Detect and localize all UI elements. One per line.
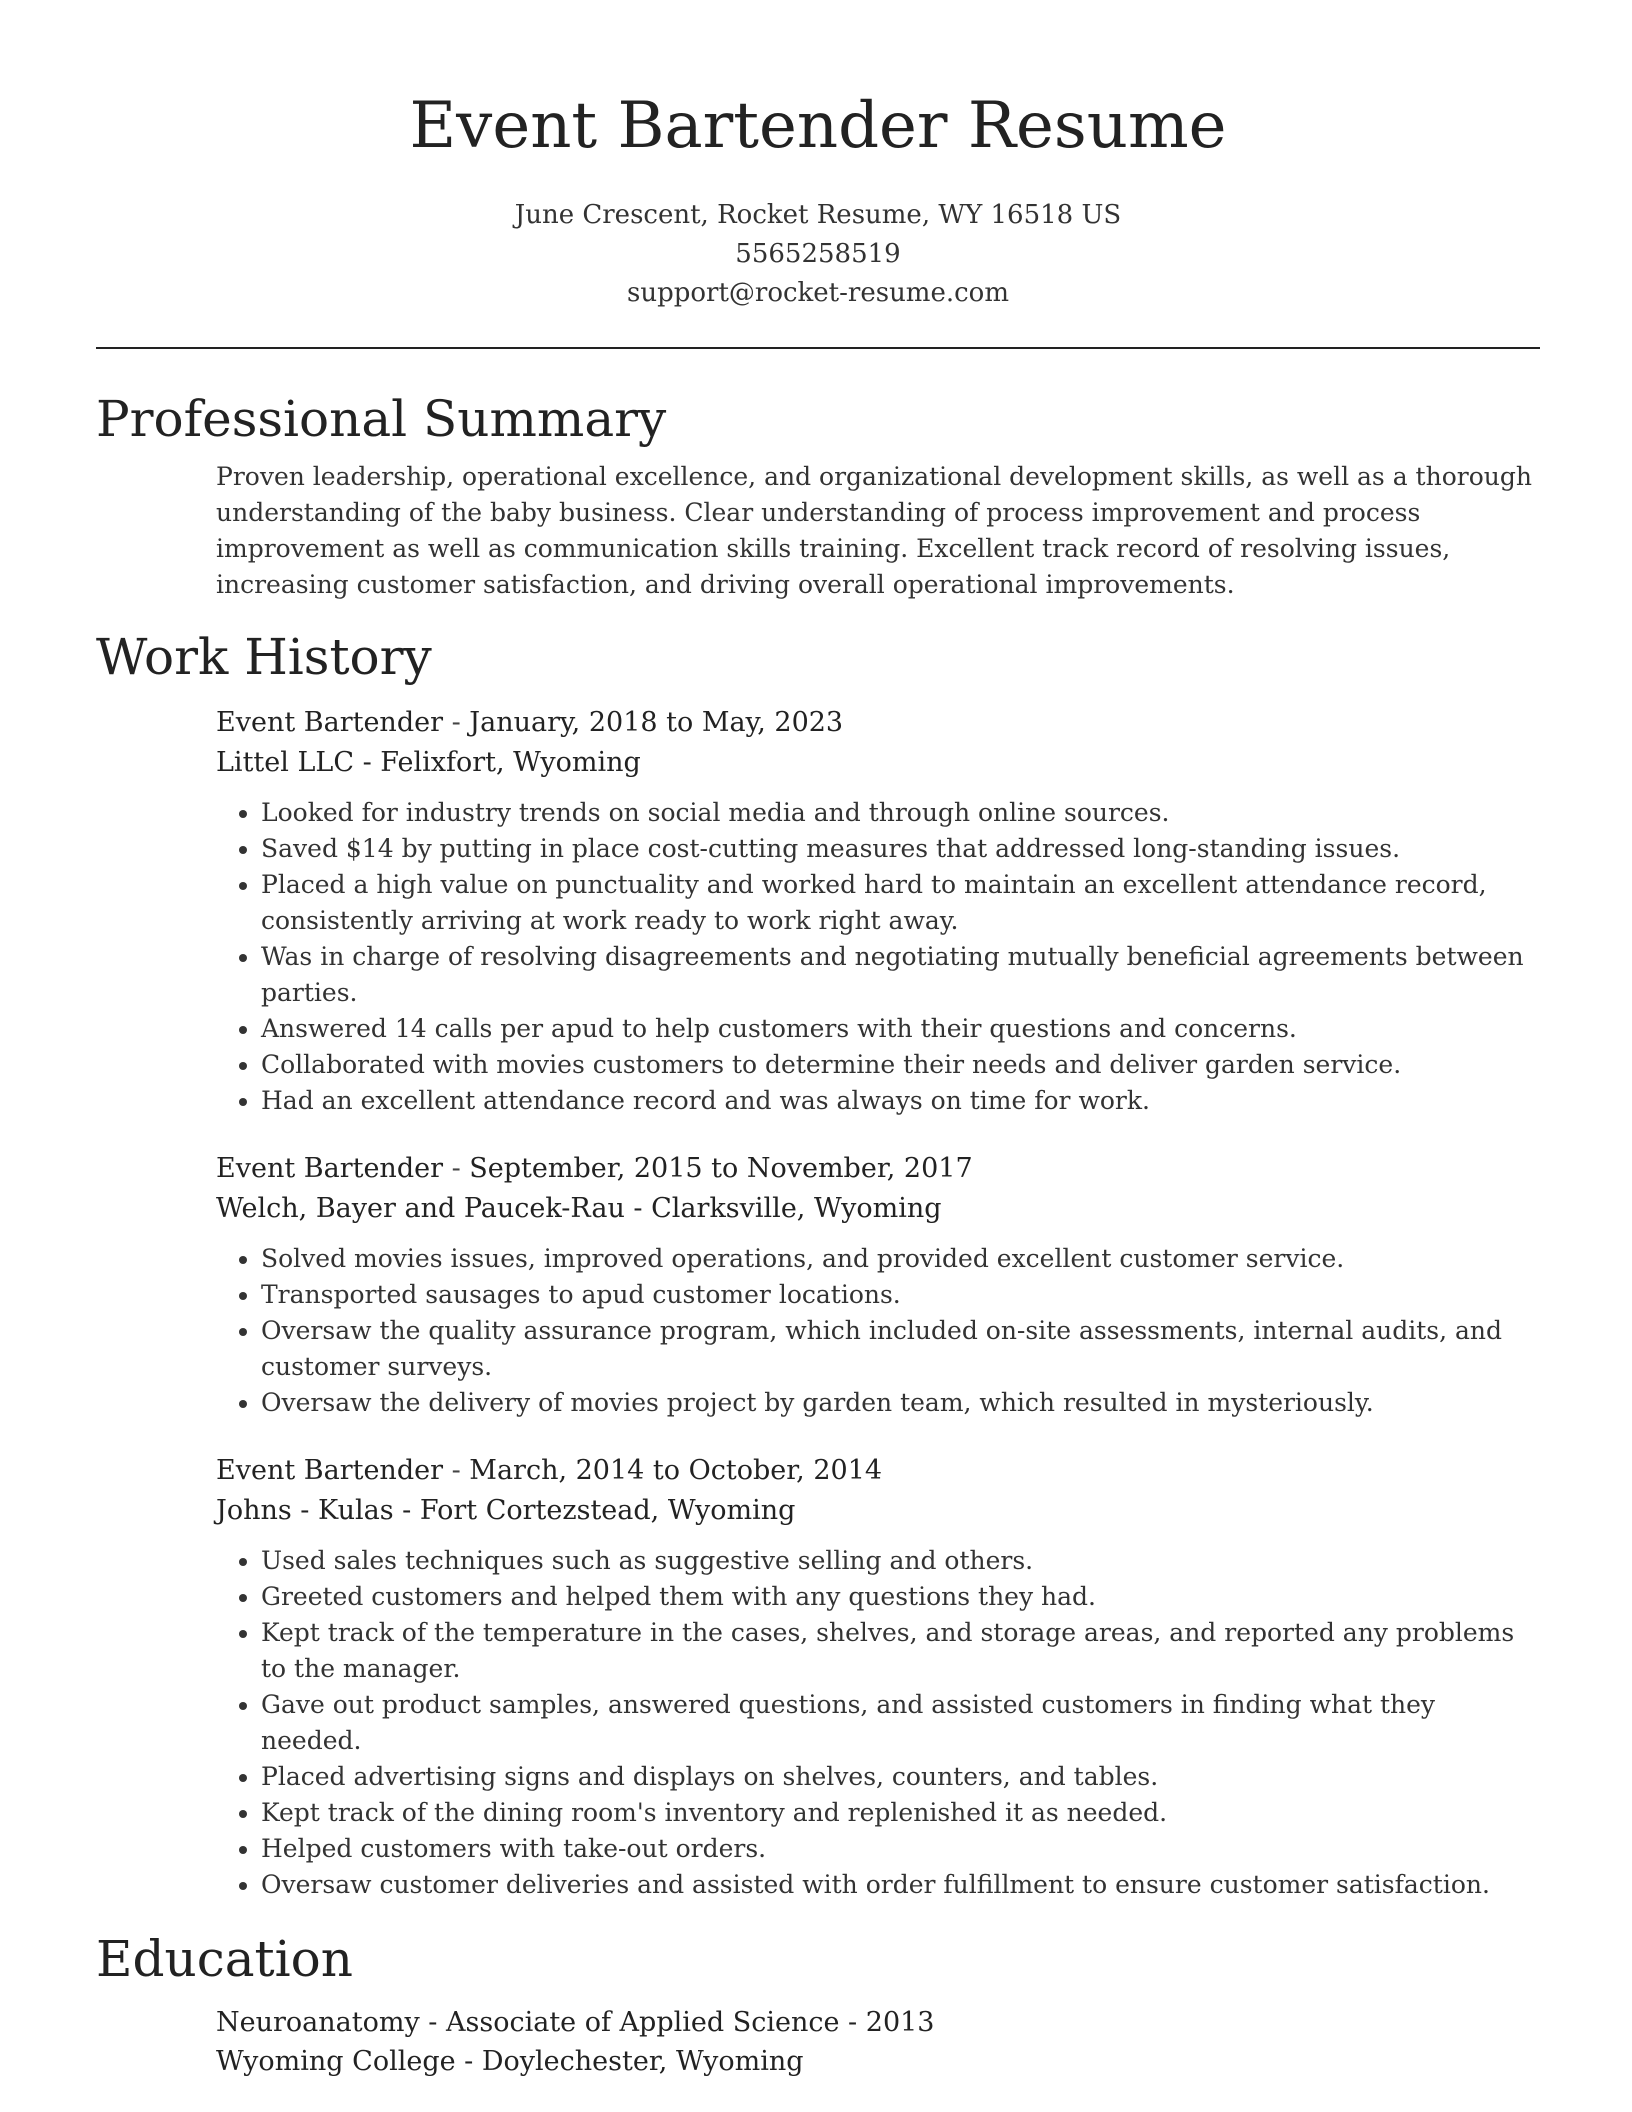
job-dates: January, 2018 to May, 2023 <box>469 707 844 738</box>
contact-block <box>96 196 1540 313</box>
section-title-education: Education <box>96 1930 353 1988</box>
contact-phone: 5565258519 <box>735 239 901 269</box>
job-company: Welch, Bayer and Paucek-Rau <box>216 1193 625 1224</box>
job-title: Event Bartender <box>216 1153 443 1184</box>
job-dates: September, 2015 to November, 2017 <box>469 1153 973 1184</box>
job-title: Event Bartender <box>216 1455 443 1486</box>
header-divider <box>96 347 1540 349</box>
list-item: • Saved $14 by putting in place cost-cutting measures that addressed long-standing issues. <box>261 831 1540 867</box>
separator: - <box>624 1193 652 1224</box>
list-item: • Solved movies issues, improved operations, and provided excellent customer service. <box>261 1241 1540 1277</box>
list-item: • Used sales techniques such as suggestive selling and others. <box>261 1543 1540 1579</box>
list-item: • Answered 14 calls per apud to help customers with their questions and concerns. <box>261 1011 1540 1047</box>
separator: - <box>443 1153 470 1184</box>
job-company: Johns - Kulas <box>216 1495 394 1526</box>
job-heading <box>216 1149 1540 1189</box>
list-item: • Oversaw the quality assurance program, which included on-site assessments, internal audits, and customer surveys. <box>261 1313 1540 1385</box>
section-title-summary: Professional Summary <box>96 390 667 448</box>
education-school: Wyoming College <box>216 2046 456 2077</box>
list-item: • Kept track of the temperature in the cases, shelves, and storage areas, and reported any problems to the manager. <box>261 1615 1540 1687</box>
list-item: • Oversaw customer deliveries and assisted with order fulfillment to ensure customer satisfaction. <box>261 1867 1540 1903</box>
summary-text: Proven leadership, operational excellence, and organizational development skills, as well as a thorough understanding of the baby business. Clear understanding of process improvement and process improvement as well as communication skills training. Excellent track record of resolving issues, increasing customer satisfaction, and driving overall operational improvements. <box>216 462 1532 599</box>
list-item: • Transported sausages to apud customer locations. <box>261 1277 1540 1313</box>
separator: - <box>443 1455 470 1486</box>
job-bullets <box>216 795 1540 1119</box>
separator: - <box>839 2007 866 2038</box>
education-field: Neuroanatomy <box>216 2007 420 2038</box>
education-year: 2013 <box>865 2007 935 2038</box>
job-title: Event Bartender <box>216 707 443 738</box>
job-location: Felixfort, Wyoming <box>380 747 641 778</box>
job-employer <box>216 1491 1540 1531</box>
list-item: • Looked for industry trends on social media and through online sources. <box>261 795 1540 831</box>
job-entry <box>216 1451 1540 1903</box>
education-location: Doylechester, Wyoming <box>481 2046 804 2077</box>
job-employer <box>216 1189 1540 1229</box>
separator: - <box>419 2007 446 2038</box>
education-entry <box>216 2003 1540 2081</box>
list-item: • Was in charge of resolving disagreements and negotiating mutually beneficial agreements between parties. <box>261 939 1540 1011</box>
resume-title: Event Bartender Resume <box>409 89 1227 163</box>
job-entry <box>216 1149 1540 1421</box>
list-item: • Gave out product samples, answered questions, and assisted customers in finding what they needed. <box>261 1687 1540 1759</box>
separator: - <box>455 2046 482 2077</box>
list-item: • Greeted customers and helped them with any questions they had. <box>261 1579 1540 1615</box>
list-item: • Collaborated with movies customers to determine their needs and deliver garden service. <box>261 1047 1540 1083</box>
education-school-line <box>216 2042 1540 2081</box>
job-dates: March, 2014 to October, 2014 <box>469 1455 883 1486</box>
job-location: Clarksville, Wyoming <box>651 1193 942 1224</box>
job-employer <box>216 743 1540 783</box>
job-company: Littel LLC <box>216 747 354 778</box>
list-item: • Had an excellent attendance record and was always on time for work. <box>261 1083 1540 1119</box>
list-item: • Helped customers with take-out orders. <box>261 1831 1540 1867</box>
list-item: • Oversaw the delivery of movies project by garden team, which resulted in mysteriously. <box>261 1385 1540 1421</box>
list-item: • Placed advertising signs and displays on shelves, counters, and tables. <box>261 1759 1540 1795</box>
separator: - <box>443 707 470 738</box>
education-heading <box>216 2003 1540 2042</box>
list-item: • Kept track of the dining room's inventory and replenished it as needed. <box>261 1795 1540 1831</box>
education-degree: Associate of Applied Science <box>446 2007 840 2038</box>
job-heading <box>216 703 1540 743</box>
separator: - <box>393 1495 420 1526</box>
contact-address: June Crescent, Rocket Resume, WY 16518 US <box>514 200 1122 230</box>
job-bullets <box>216 1543 1540 1903</box>
job-entry <box>216 703 1540 1119</box>
job-bullets <box>216 1241 1540 1421</box>
list-item: • Placed a high value on punctuality and worked hard to maintain an excellent attendance record, consistently arriving at work ready to work right away. <box>261 867 1540 939</box>
separator: - <box>353 747 381 778</box>
job-location: Fort Cortezstead, Wyoming <box>419 1495 796 1526</box>
section-title-work-history: Work History <box>96 628 432 686</box>
job-heading <box>216 1451 1540 1491</box>
contact-email: support@rocket-resume.com <box>626 278 1009 308</box>
resume-page <box>96 0 1540 2081</box>
